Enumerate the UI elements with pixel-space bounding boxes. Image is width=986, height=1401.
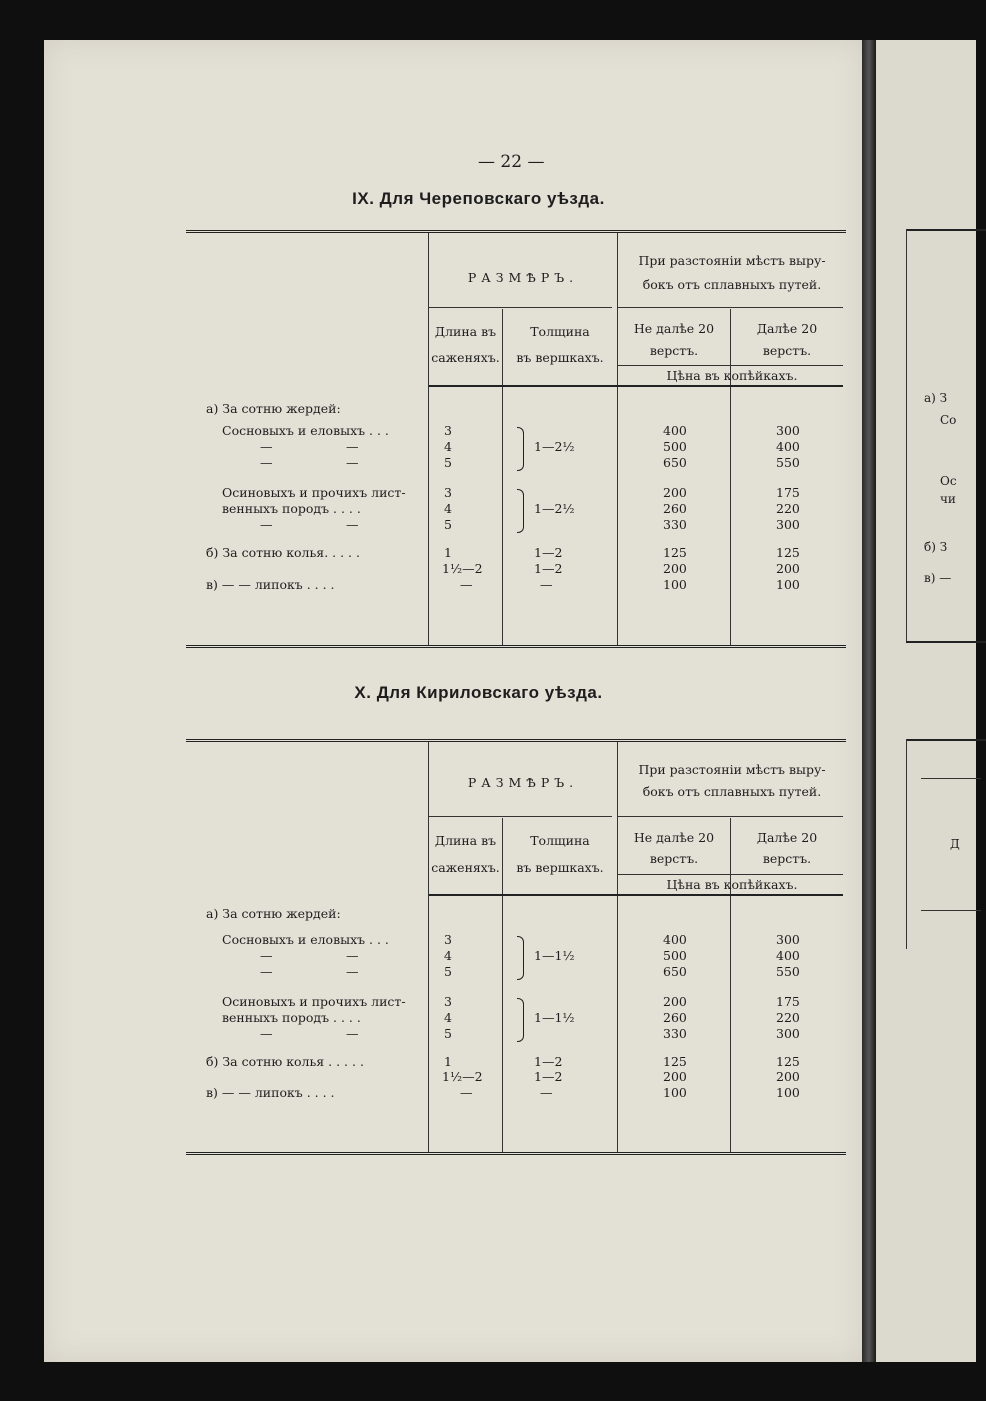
price-far-cell: 300 (776, 517, 800, 532)
length-cell: 4 (444, 439, 452, 454)
distance-header: бокъ отъ сплавныхъ путей. (642, 277, 822, 292)
far-header: верстъ. (762, 343, 812, 358)
far-header: верстъ. (762, 851, 812, 866)
next-page-text: а) З (924, 391, 948, 405)
price-far-cell: 125 (776, 545, 800, 560)
row-label: — (346, 948, 359, 963)
price-near-cell: 100 (663, 577, 687, 592)
price-far-cell: 400 (776, 948, 800, 963)
thickness-cell: 1—2 (534, 561, 563, 576)
thickness-header: въ вершкахъ. (516, 350, 604, 365)
next-page-text: Д (950, 837, 960, 851)
row-label: — (260, 517, 273, 532)
price-far-cell: 100 (776, 1085, 800, 1100)
price-near-cell: 260 (663, 1010, 687, 1025)
price-near-cell: 500 (663, 948, 687, 963)
price-near-cell: 500 (663, 439, 687, 454)
price-far-cell: 400 (776, 439, 800, 454)
price-near-cell: 260 (663, 501, 687, 516)
thickness-cell: 1—2½ (534, 439, 575, 454)
length-cell: 1 (444, 1054, 452, 1069)
price-far-cell: 300 (776, 1026, 800, 1041)
price-near-cell: 400 (663, 423, 687, 438)
length-cell: 5 (444, 964, 452, 979)
next-page-text: в) — (924, 571, 952, 585)
row-label: Осиновыхъ и прочихъ лист- (222, 994, 406, 1009)
row-label: — (346, 439, 359, 454)
next-page-text: Со (940, 413, 957, 427)
far-header: Далѣе 20 (756, 321, 818, 336)
price-near-cell: 200 (663, 561, 687, 576)
price-near-cell: 100 (663, 1085, 687, 1100)
length-cell: — (460, 577, 473, 592)
length-cell: 3 (444, 485, 452, 500)
price-far-cell: 550 (776, 964, 800, 979)
distance-header: При разстояніи мѣстъ выру- (638, 762, 826, 777)
size-header: РАЗМѢРЪ. (467, 270, 579, 285)
price-far-cell: 200 (776, 1069, 800, 1084)
section-heading: X. Для Кириловскаго уѣзда. (354, 683, 603, 702)
thickness-header: Толщина (530, 833, 590, 848)
length-cell: 4 (444, 501, 452, 516)
far-header: Далѣе 20 (756, 830, 818, 845)
length-cell: 4 (444, 948, 452, 963)
row-label: б) За сотню колья. . . . . (206, 545, 360, 560)
price-far-cell: 300 (776, 932, 800, 947)
row-label: — (346, 1026, 359, 1041)
length-header: Длина въ (434, 833, 497, 848)
row-label: венныхъ породъ . . . . (222, 501, 361, 516)
row-label: а) За сотню жердей: (206, 906, 341, 921)
price-near-cell: 650 (663, 455, 687, 470)
price-far-cell: 125 (776, 1054, 800, 1069)
thickness-cell: 1—2 (534, 1069, 563, 1084)
length-cell: 5 (444, 1026, 452, 1041)
size-header: РАЗМѢРЪ. (467, 775, 579, 790)
row-label: — (260, 948, 273, 963)
price-far-cell: 175 (776, 485, 800, 500)
row-label: — (260, 1026, 273, 1041)
price-near-cell: 650 (663, 964, 687, 979)
next-page-text: б) З (924, 540, 948, 554)
length-header: Длина въ (434, 324, 497, 339)
length-cell: — (460, 1085, 473, 1100)
length-header: саженяхъ. (431, 350, 500, 365)
price-far-cell: 300 (776, 423, 800, 438)
row-label: венныхъ породъ . . . . (222, 1010, 361, 1025)
price-far-cell: 100 (776, 577, 800, 592)
row-label: — (260, 964, 273, 979)
price-near-cell: 125 (663, 1054, 687, 1069)
length-cell: 3 (444, 423, 452, 438)
length-cell: 5 (444, 455, 452, 470)
thickness-cell: 1—1½ (534, 948, 575, 963)
length-cell: 1½—2 (442, 1069, 483, 1084)
price-near-cell: 400 (663, 932, 687, 947)
length-cell: 3 (444, 932, 452, 947)
thickness-cell: 1—2 (534, 1054, 563, 1069)
row-label: б) За сотню колья . . . . . (206, 1054, 364, 1069)
price-header: Цѣна въ копѣйкахъ. (666, 877, 798, 892)
row-label: в) — — липокъ . . . . (206, 1085, 335, 1100)
near-header: верстъ. (649, 851, 699, 866)
length-cell: 1½—2 (442, 561, 483, 576)
near-header: Не далѣе 20 (633, 830, 715, 845)
section-heading: IX. Для Череповскаго уѣзда. (352, 189, 605, 208)
price-far-cell: 175 (776, 994, 800, 1009)
thickness-header: Толщина (530, 324, 590, 339)
distance-header: При разстояніи мѣстъ выру- (638, 253, 826, 268)
price-table (186, 230, 846, 648)
price-header: Цѣна въ копѣйкахъ. (666, 368, 798, 383)
price-far-cell: 220 (776, 501, 800, 516)
row-label: Сосновыхъ и еловыхъ . . . (222, 423, 389, 438)
length-cell: 5 (444, 517, 452, 532)
price-table (186, 739, 846, 1155)
row-label: Осиновыхъ и прочихъ лист- (222, 485, 406, 500)
row-label: а) За сотню жердей: (206, 401, 341, 416)
price-near-cell: 200 (663, 994, 687, 1009)
price-near-cell: 330 (663, 1026, 687, 1041)
length-cell: 4 (444, 1010, 452, 1025)
thickness-cell: — (540, 1085, 553, 1100)
length-header: саженяхъ. (431, 860, 500, 875)
near-header: верстъ. (649, 343, 699, 358)
next-page-text: Ос (940, 474, 957, 488)
next-page-text: чи (940, 492, 956, 506)
row-label: — (260, 439, 273, 454)
row-label: — (260, 455, 273, 470)
price-near-cell: 200 (663, 485, 687, 500)
length-cell: 1 (444, 545, 452, 560)
distance-header: бокъ отъ сплавныхъ путей. (642, 784, 822, 799)
length-cell: 3 (444, 994, 452, 1009)
thickness-cell: 1—1½ (534, 1010, 575, 1025)
price-near-cell: 330 (663, 517, 687, 532)
row-label: Сосновыхъ и еловыхъ . . . (222, 932, 389, 947)
price-near-cell: 125 (663, 545, 687, 560)
thickness-cell: 1—2½ (534, 501, 575, 516)
thickness-header: въ вершкахъ. (516, 860, 604, 875)
thickness-cell: — (540, 577, 553, 592)
price-far-cell: 200 (776, 561, 800, 576)
price-near-cell: 200 (663, 1069, 687, 1084)
row-label: — (346, 455, 359, 470)
row-label: — (346, 517, 359, 532)
price-far-cell: 550 (776, 455, 800, 470)
row-label: — (346, 964, 359, 979)
thickness-cell: 1—2 (534, 545, 563, 560)
row-label: в) — — липокъ . . . . (206, 577, 335, 592)
price-far-cell: 220 (776, 1010, 800, 1025)
near-header: Не далѣе 20 (633, 321, 715, 336)
